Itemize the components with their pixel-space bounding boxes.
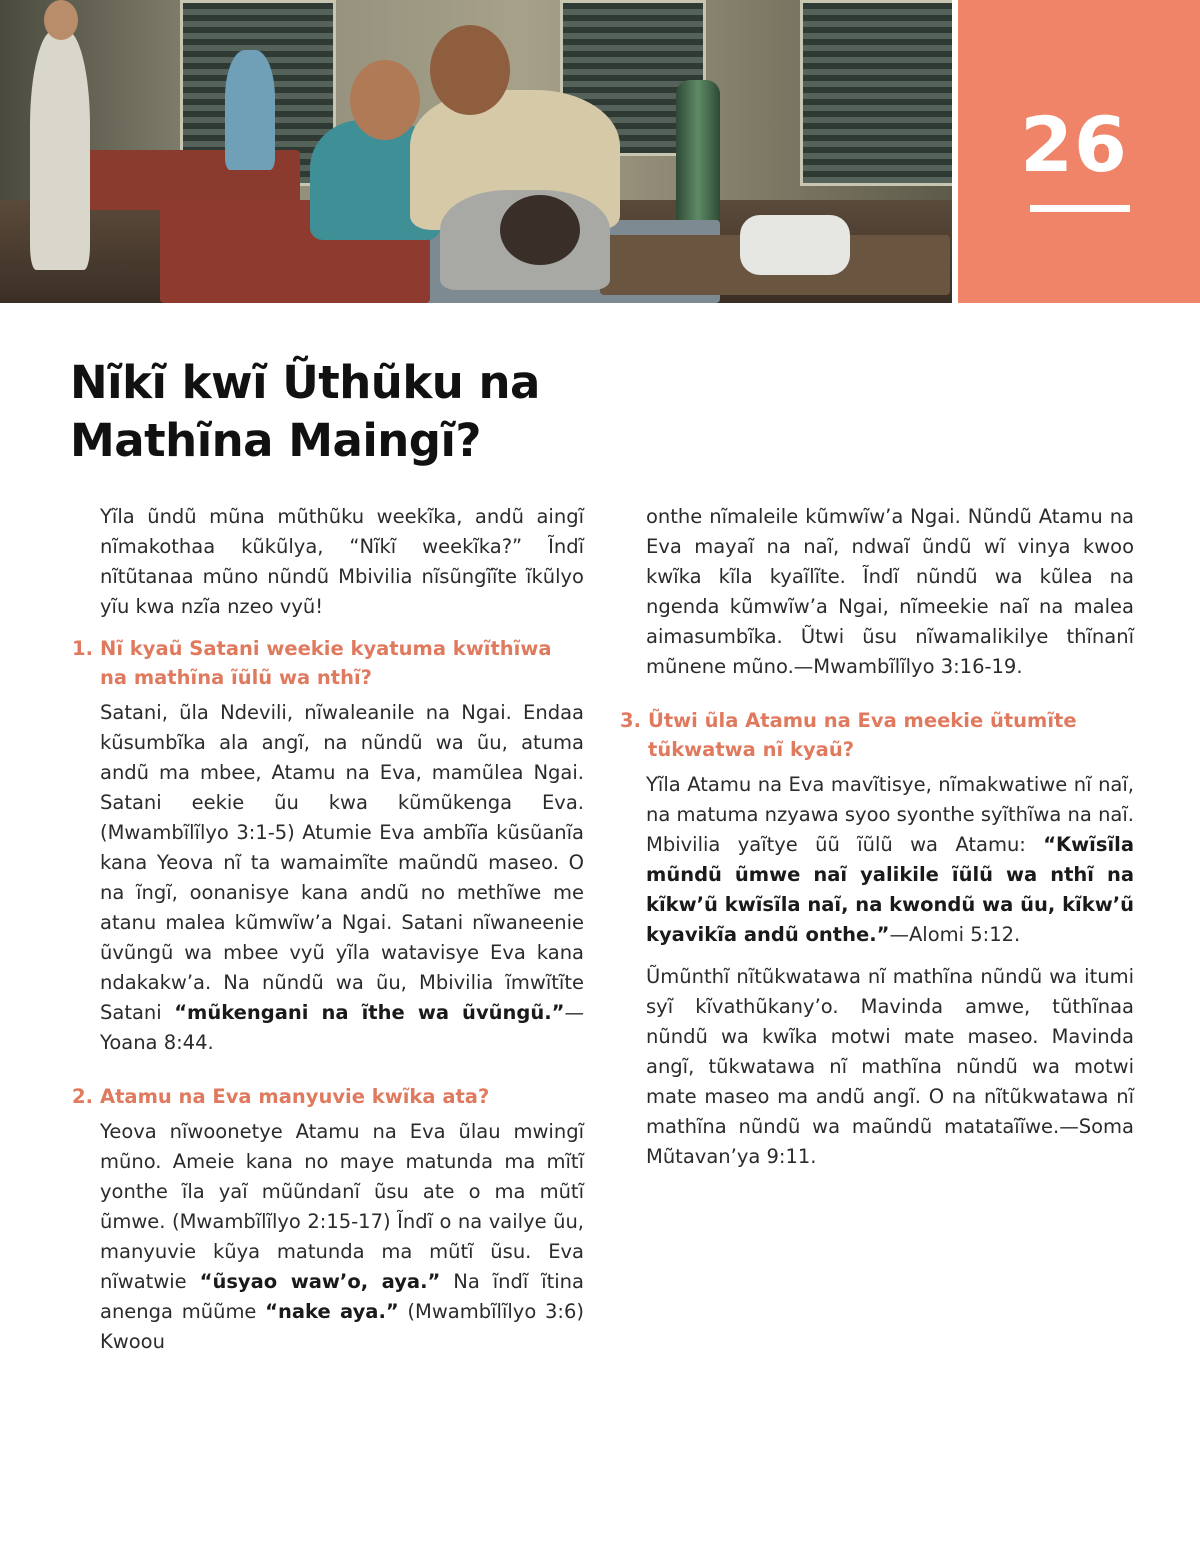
answer-text: (Mwambĩlĩlyo 3:6) Kwoou <box>100 1300 584 1353</box>
question-1 <box>72 634 584 692</box>
right-column <box>620 502 1134 1184</box>
question-2 <box>72 1082 584 1111</box>
scripture-quote: “ũsyao waw’o, aya.” <box>199 1270 441 1293</box>
question-3 <box>620 706 1134 764</box>
scripture-reference: —Alomi 5:12. <box>889 923 1021 946</box>
question-text-line-1: Nĩ kyaũ Satani weekie kyatuma kwĩthĩwa <box>100 637 552 660</box>
question-number: 2. <box>72 1085 93 1108</box>
answer-text: Yeova nĩwoonetye Atamu na Eva ũlau mwingĩ mũno. Ameie kana no maye matunda ma mĩtĩ yonthe ĩla yaĩ mũũndanĩ ũsu ate o ma mũtĩ ũmwe. (Mwambĩlĩlyo 2:15-17) Ĩndĩ o na vailye ũu, manyuvie kũya matunda ma mũtĩ ũsu. Eva nĩwatwie <box>100 1120 584 1293</box>
answer-1-paragraph <box>100 698 584 1058</box>
left-column <box>72 502 584 1369</box>
answer-2-paragraph <box>100 1117 584 1357</box>
title-line-1: Nĩkĩ kwĩ Ũthũku na <box>70 356 540 409</box>
title-line-2: Mathĩna Maingĩ? <box>70 414 482 467</box>
header-photo <box>0 0 952 303</box>
intro-paragraph: Yĩla ũndũ mũna mũthũku weekĩka, andũ aingĩ nĩmakothaa kũkũlya, “Nĩkĩ weekĩka?” Ĩndĩ nĩtũtanaa mũno nũndũ Mbivilia nĩsũngĩĩte ĩkũlyo yĩu kwa nzĩa nzeo vyũ! <box>100 505 584 618</box>
answer-text: Yĩla Atamu na Eva mavĩtisye, nĩmakwatiwe nĩ naĩ, na matuma nzyawa syoo syonthe syĩthĩwa na naĩ. Mbivilia yaĩtye ũũ ĩũlũ wa Atamu: <box>646 773 1134 856</box>
page-title <box>70 354 770 470</box>
answer-text: Satani, ũla Ndevili, nĩwaleanile na Ngai. Endaa kũsumbĩka ala angĩ, na nũndũ wa ũu, atuma andũ ma mbee, Atamu na Eva, mamũlea Ngai. Satani eekie ũu kwa kũmũkenga Eva. (Mwambĩlĩlyo 3:1-5) Atumie Eva ambĩĩa kũsũanĩa kana Yeova nĩ ta wamaimĩte maũndũ maseo. O na ĩngĩ, oonanisye kana andũ no methĩwe me atanu malea kũmwĩw’a Ngai. Satani nĩwaneenie ũvũngũ wa mbee vyũ yĩla watavisye Eva kana ndakakw’a. Na nũndũ wa ũu, Mbivilia ĩmwĩtĩte Satani <box>100 701 584 1024</box>
question-text-line-2: na mathĩna ĩũlũ wa nthĩ? <box>100 666 372 689</box>
answer-2-continuation: onthe nĩmaleile kũmwĩw’a Ngai. Nũndũ Atamu na Eva mayaĩ na naĩ, ndwaĩ ũndũ wĩ vinya kwoo kwĩka kĩla kyaĩlĩte. Ĩndĩ nũndũ wa kũlea na ngenda kũmwĩw’a Ngai, nĩmeekie naĩ na malea aimasumbĩka. Ũtwi ũsu nĩwamalikilye thĩnanĩ mũnene mũno.—Mwambĩlĩlyo 3:16-19. <box>646 505 1134 678</box>
chapter-number: 26 <box>1020 100 1128 189</box>
scripture-quote: “Kwĩsĩla mũndũ ũmwe naĩ yalikile ĩũlũ wa nthĩ na kĩkw’ũ kwĩsĩla naĩ, na kwondũ wa ũu, kĩkw’ũ kyavikĩa andũ onthe.” <box>646 833 1134 946</box>
question-text-line-1: Atamu na Eva manyuvie kwĩka ata? <box>100 1085 490 1108</box>
answer-text: Na ĩndĩ ĩtina anenga mũũme <box>100 1270 584 1323</box>
scripture-quote: “nake aya.” <box>265 1300 399 1323</box>
question-text-line-2: tũkwatwa nĩ kyaũ? <box>648 738 855 761</box>
scripture-reference: —Yoana 8:44. <box>100 1001 584 1054</box>
chapter-number-block <box>958 0 1200 303</box>
question-number: 1. <box>72 637 93 660</box>
question-text-line-1: Ũtwi ũla Atamu na Eva meekie ũtumĩte <box>648 709 1077 732</box>
scripture-quote: “mũkengani na ĩthe wa ũvũngũ.” <box>174 1001 565 1024</box>
answer-3-paragraph-2: Ũmũnthĩ nĩtũkwatawa nĩ mathĩna nũndũ wa itumi syĩ kĩvathũkany’o. Mavinda amwe, tũthĩnaa nũndũ wa kwĩka motwi mate maseo. Mavinda angĩ, tũkwatawa nĩ mathĩna nũndũ wa motwi mate maseo ma andũ angĩ. O na nĩtũkwatawa nĩ mathĩna nũndũ wa maũndũ matataĩĩwe.—Soma Mũtavan’ya 9:11. <box>646 965 1134 1168</box>
question-number: 3. <box>620 709 641 732</box>
answer-3-paragraph <box>646 770 1134 950</box>
chapter-underline <box>1030 205 1130 212</box>
